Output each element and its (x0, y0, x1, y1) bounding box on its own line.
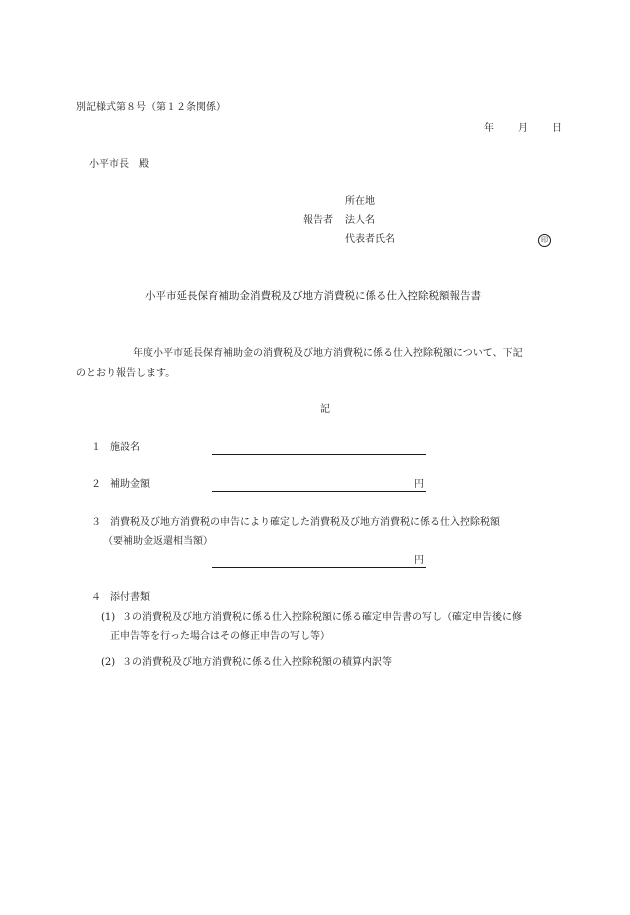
addressee: 小平市長 殿 (89, 159, 149, 170)
reporter-label: 報告者 (303, 215, 333, 226)
item-4-number: ４ (91, 592, 101, 603)
item-1-number: １ (91, 442, 101, 453)
date-day-label: 日 (552, 123, 562, 134)
seal-mark: 印 (538, 234, 551, 247)
body-line-1: 年度小平市延長保育補助金の消費税及び地方消費税に係る仕入控除税額について、下記 (133, 348, 523, 359)
form-number: 別記様式第８号（第１２条関係） (76, 102, 226, 113)
item-3-label: 消費税及び地方消費税の申告により確定した消費税及び地方消費税に係る仕入控除税額 (110, 517, 500, 528)
item-1-label: 施設名 (110, 442, 140, 453)
subsidy-amount-field[interactable] (212, 491, 426, 492)
date-year-label: 年 (484, 123, 494, 134)
item-3-unit: 円 (414, 555, 424, 566)
attachment-1-line-2: 正申告等を行った場合はその修正申告の写し等） (110, 631, 330, 642)
body-line-2: のとおり報告します。 (76, 368, 176, 379)
attachment-1-number: (1) (101, 612, 116, 623)
date-month-label: 月 (518, 123, 528, 134)
item-3-sublabel: （要補助金返還相当額） (103, 536, 213, 547)
attachment-2-number: (2) (101, 657, 116, 668)
item-4-label: 添付書類 (110, 592, 150, 603)
item-3-number: ３ (91, 517, 101, 528)
reporter-location-label: 所在地 (345, 196, 375, 207)
deduction-amount-field[interactable] (212, 567, 426, 568)
item-2-unit: 円 (414, 479, 424, 490)
reporter-corporation-label: 法人名 (345, 215, 375, 226)
attachment-1-line-1: ３の消費税及び地方消費税に係る仕入控除税額に係る確定申告書の写し（確定申告後に修 (122, 612, 522, 623)
item-2-label: 補助金額 (110, 479, 150, 490)
reporter-representative-label: 代表者氏名 (345, 234, 395, 245)
ki-heading: 記 (320, 404, 330, 415)
item-2-number: ２ (91, 479, 101, 490)
facility-name-field[interactable] (212, 454, 426, 455)
attachment-2-line-1: ３の消費税及び地方消費税に係る仕入控除税額の積算内訳等 (122, 657, 392, 668)
document-title: 小平市延長保育補助金消費税及び地方消費税に係る仕入控除税額報告書 (145, 290, 481, 302)
